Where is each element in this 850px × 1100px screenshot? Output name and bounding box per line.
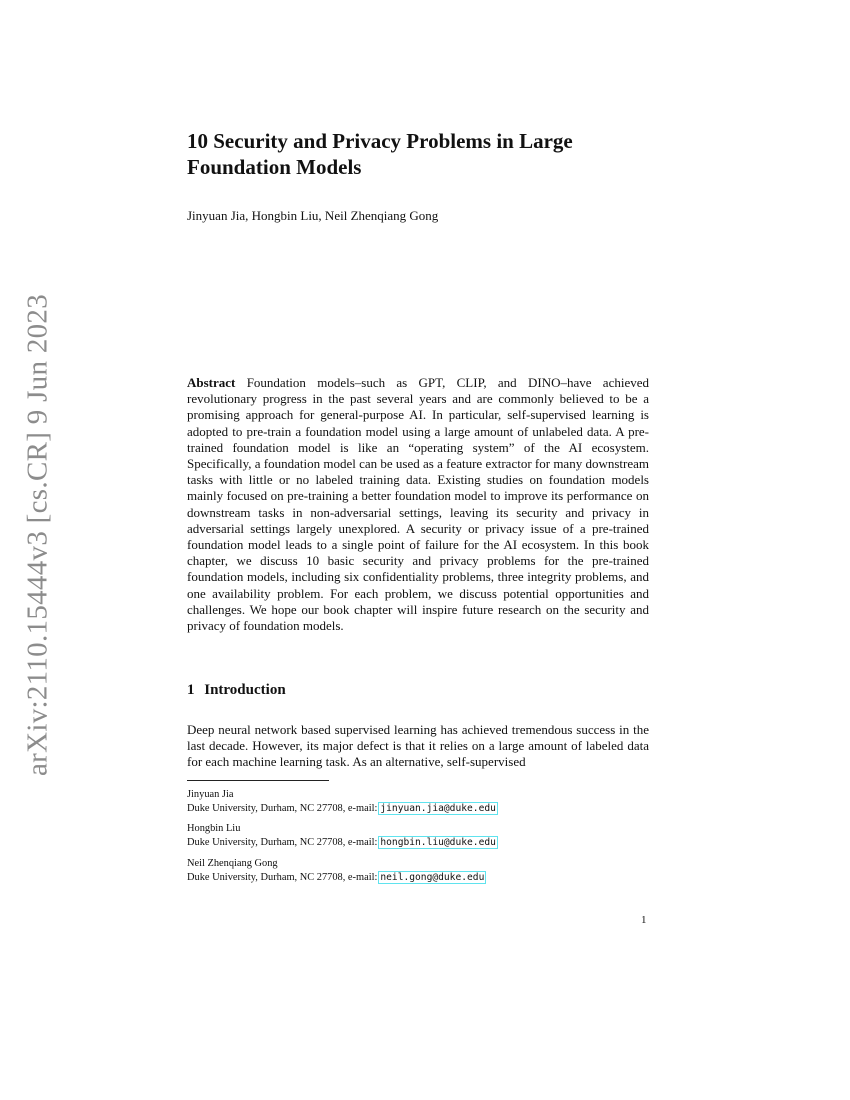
paper-title [187, 128, 657, 180]
author-footnote [187, 822, 498, 850]
author-list: Jinyuan Jia, Hongbin Liu, Neil Zhenqiang Gong [187, 208, 439, 223]
author-footnote [187, 788, 498, 816]
email-link[interactable]: hongbin.liu@duke.edu [380, 837, 496, 848]
abstract-label: Abstract [187, 375, 236, 390]
arxiv-identifier-stamp: arXiv:2110.15444v3 [cs.CR] 9 Jun 2023 [21, 293, 54, 777]
abstract [187, 375, 649, 634]
footnote-affiliation-line [187, 802, 498, 816]
paper-title-line-2: Foundation Models [187, 155, 362, 179]
footnote-author-name: Jinyuan Jia [187, 789, 234, 800]
footnote-affiliation-line [187, 871, 486, 885]
footnote-divider [187, 780, 329, 781]
abstract-text: Foundation models–such as GPT, CLIP, and DINO–have achieved revolutionary progress in the past several years and are commonly believed to be a promising approach for general-purpose AI. In particular, self-supervised learning is adopted to pre-train a foundation model using a large amount of unlabeled data. A pre-trained foundation model is like an “operating system” of the AI ecosystem. Specifically, a foundation model can be used as a feature extractor for many downstream tasks with little or no labeled training data. Existing studies on foundation models mainly focused on pre-training a better foundation model to improve its performance on downstream tasks in non-adversarial settings, leaving its security and privacy in adversarial settings largely unexplored. A security or privacy issue of a pre-trained foundation model leads to a single point of failure for the AI ecosystem. In this book chapter, we discuss 10 basic security and privacy problems for the pre-trained foundation models, including six confidentiality problems, three integrity problems, and one availability problem. For each problem, we discuss potential opportunities and challenges. We hope our book chapter will inspire future research on the security and privacy of foundation models. [187, 375, 649, 634]
footnote-affiliation: Duke University, Durham, NC 27708, e-mail: [187, 837, 378, 848]
author-footnote [187, 857, 486, 885]
section-number: 1 [187, 682, 195, 698]
footnote-author-name: Neil Zhenqiang Gong [187, 858, 278, 869]
footnote-affiliation: Duke University, Durham, NC 27708, e-mail: [187, 803, 378, 814]
footnote-affiliation: Duke University, Durham, NC 27708, e-mail: [187, 872, 378, 883]
section-title: Introduction [204, 682, 286, 698]
paper-title-line-1: 10 Security and Privacy Problems in Large [187, 129, 573, 153]
footnote-affiliation-line [187, 836, 498, 850]
email-link[interactable]: neil.gong@duke.edu [380, 872, 485, 883]
page-number: 1 [641, 914, 647, 926]
introduction-paragraph: Deep neural network based supervised learning has achieved tremendous success in the last decade. However, its major defect is that it relies on a large amount of labeled data for each machine learning task. As an alternative, self-supervised [187, 722, 649, 770]
footnote-author-name: Hongbin Liu [187, 823, 241, 834]
email-link[interactable]: jinyuan.jia@duke.edu [380, 803, 496, 814]
section-heading-introduction [187, 682, 286, 699]
